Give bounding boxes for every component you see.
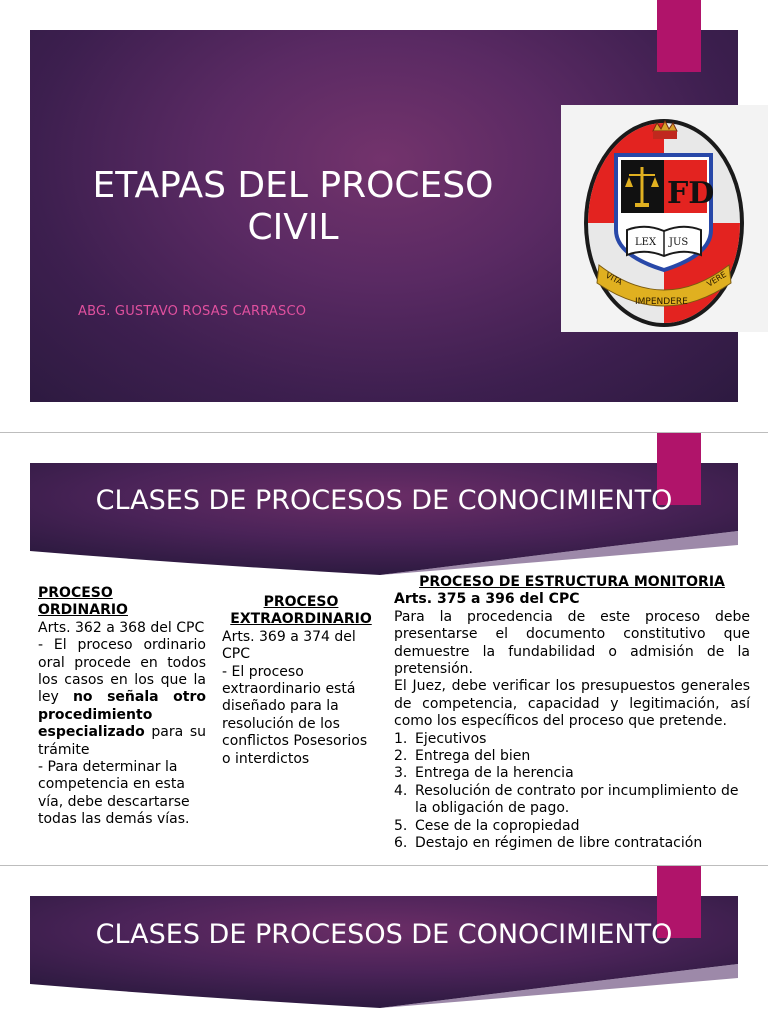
section-title: CLASES DE PROCESOS DE CONOCIMIENTO bbox=[95, 485, 673, 516]
slide-subtitle-author: ABG. GUSTAVO ROSAS CARRASCO bbox=[78, 304, 307, 319]
list-item bbox=[394, 731, 750, 748]
paragraph: El Juez, debe verificar los presupuestos generales de competencia, capacidad y legitimación, así como los específicos del proceso que pretende. bbox=[394, 678, 750, 730]
paragraph-emphasis: no señala otro procedimiento especializado bbox=[38, 689, 206, 741]
accent-tab bbox=[657, 0, 701, 72]
slide-classes bbox=[0, 433, 768, 865]
section-title: CLASES DE PROCESOS DE CONOCIMIENTO bbox=[95, 919, 673, 950]
list-item bbox=[394, 835, 750, 852]
list-text: Resolución de contrato por incumplimiento de la obligación de pago. bbox=[415, 782, 739, 817]
list-number: 2. bbox=[394, 748, 408, 765]
articles-reference: Arts. 369 a 374 del CPC bbox=[222, 628, 356, 663]
column-proceso-monitorio bbox=[394, 574, 750, 853]
list-text: Ejecutivos bbox=[415, 730, 487, 747]
column-proceso-extraordinario bbox=[222, 594, 380, 768]
column-proceso-ordinario bbox=[38, 585, 206, 829]
svg-text:VERE: VERE bbox=[705, 269, 728, 289]
paragraph: Para la procedencia de este proceso debe presentarse el documento constitutivo que demuestre la fundabilidad o admisión de la pretensión. bbox=[394, 608, 750, 678]
list-item bbox=[394, 818, 750, 835]
paragraph-text: para su trámite bbox=[38, 724, 206, 758]
header-banner bbox=[30, 463, 738, 578]
header-banner bbox=[30, 896, 738, 1011]
paragraph-text: - El proceso ordinario oral procede en todos los casos en los que la ley bbox=[38, 637, 206, 706]
paragraph: - Para determinar la competencia en esta vía, debe descartarse todas las demás vías. bbox=[38, 759, 190, 828]
svg-text:FD: FD bbox=[667, 176, 715, 211]
slide-classes-continued bbox=[0, 866, 768, 1024]
svg-text:JUS: JUS bbox=[669, 237, 689, 248]
faculty-logo bbox=[561, 105, 768, 332]
list-number: 3. bbox=[394, 765, 408, 782]
articles-reference: Arts. 375 a 396 del CPC bbox=[394, 591, 580, 608]
column-heading: PROCESO EXTRAORDINARIO bbox=[230, 594, 372, 628]
list-item bbox=[394, 783, 750, 818]
process-list bbox=[394, 731, 750, 853]
svg-text:LEX: LEX bbox=[635, 237, 657, 248]
list-number: 4. bbox=[394, 782, 408, 799]
list-number: 6. bbox=[394, 835, 408, 852]
faculty-crest-icon bbox=[561, 105, 768, 332]
svg-text:IMPENDERE: IMPENDERE bbox=[635, 297, 688, 307]
list-number: 5. bbox=[394, 817, 408, 834]
paragraph: - El proceso extraordinario está diseñado para la resolución de los conflictos Posesorios o interdictos bbox=[222, 663, 368, 767]
list-text: Entrega de la herencia bbox=[415, 765, 574, 782]
articles-reference: Arts. 362 a 368 del CPC bbox=[38, 619, 205, 636]
list-text: Cese de la copropiedad bbox=[415, 817, 580, 834]
column-heading: PROCESO ORDINARIO bbox=[38, 585, 128, 619]
list-number: 1. bbox=[394, 730, 408, 747]
list-item bbox=[394, 765, 750, 782]
column-heading: PROCESO DE ESTRUCTURA MONITORIA bbox=[419, 574, 725, 590]
svg-text:VITA: VITA bbox=[604, 270, 624, 288]
slide-title bbox=[0, 0, 768, 432]
list-text: Destajo en régimen de libre contratación bbox=[415, 835, 703, 852]
paragraph bbox=[38, 637, 206, 759]
list-item bbox=[394, 748, 750, 765]
slide-title-text: ETAPAS DEL PROCESO CIVIL bbox=[92, 165, 494, 248]
list-text: Entrega del bien bbox=[415, 748, 531, 765]
